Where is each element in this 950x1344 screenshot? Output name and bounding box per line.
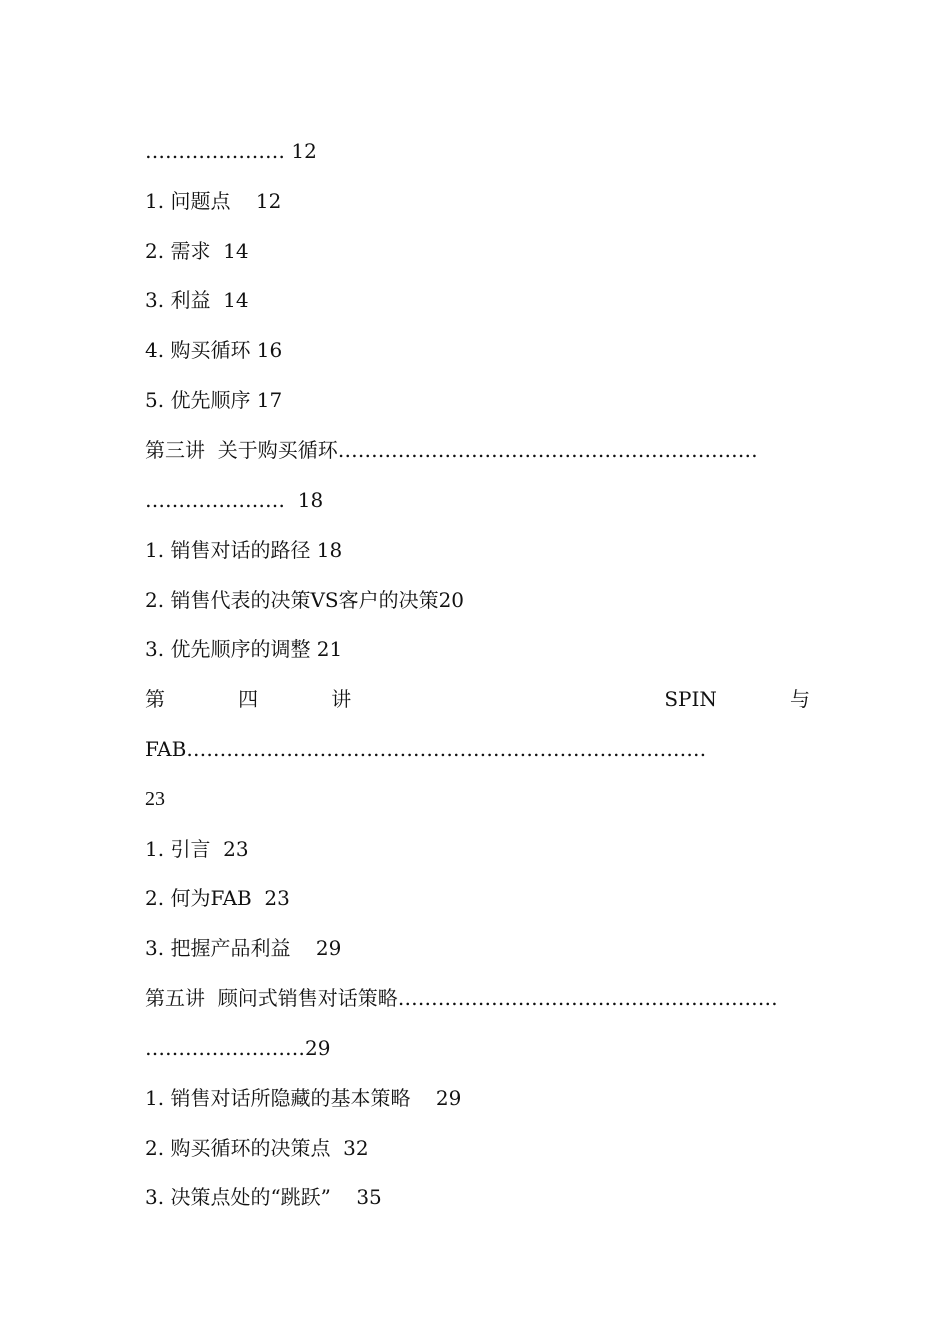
toc-item-intro: 1. 引言 23 [145, 837, 249, 861]
toc-line-continuation-1: ………………… 12 [145, 139, 317, 163]
toc-item-buying-cycle: 4. 购买循环 16 [145, 338, 283, 362]
toc-item-priority-adjustment: 3. 优先顺序的调整 21 [145, 637, 343, 661]
toc-item-problem-points: 1. 问题点 12 [145, 189, 282, 213]
toc-chapter-3: 第三讲 关于购买循环……………………………………………………… [145, 438, 758, 462]
toc-item-rep-vs-customer-decision: 2. 销售代表的决策VS客户的决策20 [145, 588, 465, 612]
toc-chapter-5: 第五讲 顾问式销售对话策略………………………………………………… [145, 986, 778, 1010]
chapter-4-word-3: 讲 [331, 687, 352, 711]
chapter-4-word-2: 四 [238, 687, 259, 711]
toc-item-basic-strategy: 1. 销售对话所隐藏的基本策略 29 [145, 1086, 462, 1110]
toc-line-fab: FAB…………………………………………………………………… [145, 737, 707, 761]
toc-item-sales-dialogue-path: 1. 销售对话的路径 18 [145, 538, 343, 562]
toc-line-continuation-2: ………………… 18 [145, 488, 324, 512]
chapter-4-word-4: SPIN [664, 687, 717, 711]
toc-item-priority: 5. 优先顺序 17 [145, 388, 283, 412]
toc-line-continuation-3: ……………………29 [145, 1036, 331, 1060]
toc-item-benefits: 3. 利益 14 [145, 288, 249, 312]
toc-item-product-benefits: 3. 把握产品利益 29 [145, 936, 342, 960]
toc-item-jump-at-decision-points: 3. 决策点处的“跳跃” 35 [145, 1185, 382, 1209]
toc-page-number: 23 [145, 788, 165, 810]
toc-item-decision-points: 2. 购买循环的决策点 32 [145, 1136, 369, 1160]
chapter-4-word-5: 与 [790, 687, 810, 711]
toc-item-needs: 2. 需求 14 [145, 239, 249, 263]
chapter-4-word-1: 第 [145, 687, 165, 711]
toc-item-what-is-fab: 2. 何为FAB 23 [145, 886, 290, 910]
toc-chapter-4 [145, 684, 810, 714]
